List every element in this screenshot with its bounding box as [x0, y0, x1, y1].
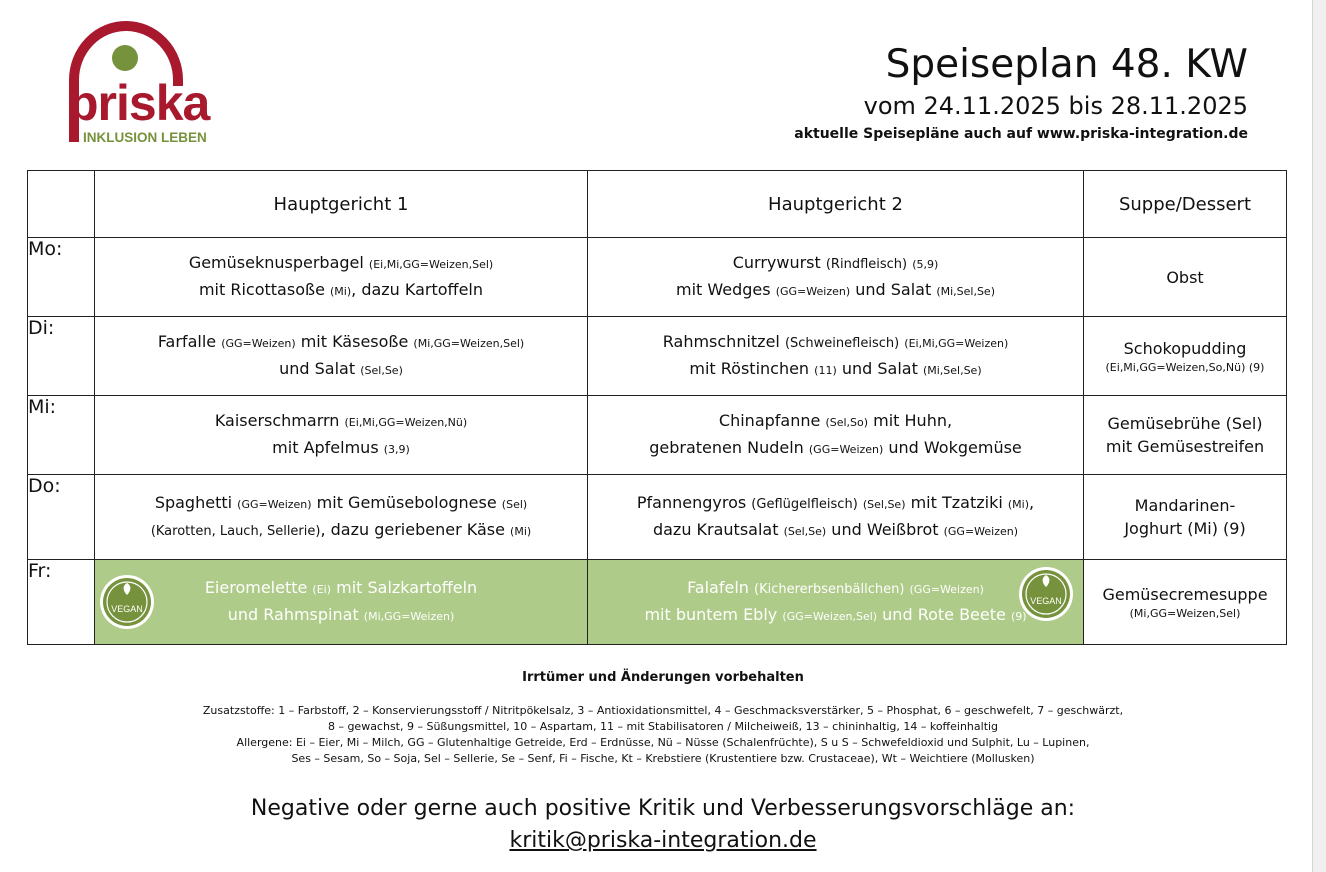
dish-text: mit Wedges [676, 280, 776, 299]
dish-text: Pfannengyros [636, 493, 752, 512]
allergen-note: (GG=Weizen) [775, 285, 851, 298]
main-dish-2 [588, 238, 1084, 317]
dish-text: , dazu Kartoffeln [351, 280, 484, 299]
additive-note: (3,9) [383, 443, 410, 456]
dish-text: und Weißbrot [826, 520, 944, 539]
page-title: Speiseplan 48. KW [885, 42, 1248, 87]
allergen-note: (Ei,Mi,GG=Weizen,Nü) [344, 416, 468, 429]
logo-tagline: INKLUSION LEBEN [83, 130, 207, 145]
column-header: Hauptgericht 1 [95, 171, 588, 238]
disclaimer: Irrtümer und Änderungen vorbehalten [522, 670, 804, 685]
additives-line: 8 – gewachst, 9 – Süßungsmittel, 10 – Aspartam, 11 – mit Stabilisatoren / Milcheiweiß, 13 – chininhaltig, 14 – koffeinhaltig [327, 720, 999, 733]
dish-text: dazu Krautsalat [652, 520, 784, 539]
main-dish-1 [95, 396, 588, 475]
additives-line: Zusatzstoffe: 1 – Farbstoff, 2 – Konservierungsstoff / Nitritpökelsalz, 3 – Antioxidationsmittel, 4 – Geschmacksverstärker, 5 – Phosphat, 6 – geschwefelt, 7 – geschwärzt, [202, 704, 1124, 717]
side-dish [1084, 560, 1287, 645]
dish-text: (Kichererbsenbällchen) [754, 582, 905, 597]
day-label: Mo: [28, 238, 95, 317]
additive-note: (11) [814, 364, 837, 377]
main-dish-1-vegan [95, 560, 588, 645]
day-label: Di: [28, 317, 95, 396]
website-note: aktuelle Speisepläne auch auf www.priska-integration.de [794, 126, 1248, 142]
dish-text: Farfalle [157, 332, 222, 351]
table-header-row [28, 171, 1287, 238]
allergen-note: (Mi,GG=Weizen) [363, 610, 455, 623]
day-row-monday [28, 238, 1287, 317]
main-dish-2-vegan [588, 560, 1084, 645]
allergen-note: (Ei,Mi,GG=Weizen,Sel) [368, 258, 494, 271]
side-text: Joghurt (Mi) (9) [1124, 519, 1246, 538]
allergen-note: (Sel,Se) [783, 525, 827, 538]
side-dish [1084, 396, 1287, 475]
dish-text: Rahmschnitzel [662, 332, 785, 351]
dish-text: , [1029, 493, 1035, 512]
allergens-line: Allergene: Ei – Eier, Mi – Milch, GG – Glutenhaltige Getreide, Erd – Erdnüsse, Nü – Nüsse (Schalenfrüchte), S u S – Schwefeldioxid und Sulphit, Lu – Lupinen, [236, 736, 1090, 749]
dish-text: mit Tzatziki [905, 493, 1008, 512]
vegan-badge-label: VEGAN [111, 604, 143, 614]
allergen-note: (Sel) [501, 498, 528, 511]
allergen-note: (Mi,Sel,Se) [922, 364, 982, 377]
side-dish [1084, 317, 1287, 396]
dish-text: mit Käsesoße [295, 332, 414, 351]
allergen-note: (Sel,Se) [360, 364, 403, 377]
allergen-note: (Mi) [510, 525, 532, 538]
allergen-note: (Sel,Se) [862, 498, 906, 511]
allergen-note: (GG=Weizen,Sel) [782, 610, 878, 623]
feedback-text: Negative oder gerne auch positive Kritik und Verbesserungsvorschläge an: [250, 796, 1076, 821]
allergen-note: (Mi,Sel,Se) [936, 285, 995, 298]
dish-text: (Schweinefleisch) [784, 336, 900, 351]
day-label: Do: [28, 475, 95, 560]
day-row-tuesday [28, 317, 1287, 396]
dish-text: Chinapfanne [718, 411, 826, 430]
side-text: mit Gemüsestreifen [1105, 437, 1265, 456]
side-text: Gemüsecremesuppe [1102, 584, 1268, 604]
dish-text: gebratenen Nudeln [649, 438, 809, 457]
column-header: Suppe/Dessert [1084, 171, 1287, 238]
vegan-badge-icon [1017, 565, 1075, 623]
dish-text: Gemüseknusperbagel [188, 253, 369, 272]
allergen-note: (GG=Weizen) [237, 498, 312, 511]
additive-note: (5,9) [912, 258, 939, 271]
dish-text: (Karotten, Lauch, Sellerie) [150, 524, 321, 539]
side-text: Schokopudding [1123, 338, 1247, 358]
feedback-section [0, 793, 1326, 857]
dish-text: und Salat [836, 359, 923, 378]
dish-text: und Rahmspinat [227, 605, 364, 624]
menu-table [27, 170, 1287, 645]
dish-text: mit Huhn, [868, 411, 953, 430]
main-dish-2 [588, 396, 1084, 475]
allergen-note: (GG=Weizen) [943, 525, 1019, 538]
main-dish-1 [95, 475, 588, 560]
allergen-note: (Mi,GG=Weizen,Sel) [413, 337, 525, 350]
side-text: Gemüsebrühe (Sel) [1107, 414, 1263, 433]
day-label: Fr: [28, 560, 95, 645]
side-text: Mandarinen- [1134, 496, 1236, 515]
main-dish-2 [588, 317, 1084, 396]
vegan-badge-label: VEGAN [1030, 596, 1062, 606]
allergen-note: (GG=Weizen) [909, 583, 984, 596]
dish-text: mit Salzkartoffeln [331, 578, 478, 597]
dish-text: , dazu geriebener Käse [320, 520, 511, 539]
side-text: Obst [1166, 267, 1204, 287]
day-row-thursday [28, 475, 1287, 560]
side-dish [1084, 475, 1287, 560]
header-corner [28, 171, 95, 238]
title-block [794, 40, 1248, 144]
dish-text: mit Röstinchen [689, 359, 815, 378]
dish-text: mit buntem Ebly [644, 605, 783, 624]
feedback-email-link[interactable]: kritik@priska-integration.de [509, 828, 817, 853]
dish-text: und Rote Beete [877, 605, 1011, 624]
date-range: vom 24.11.2025 bis 28.11.2025 [863, 92, 1248, 120]
dish-text: Falafeln [687, 578, 754, 597]
allergen-note: (Sel,So) [825, 416, 869, 429]
side-dish [1084, 238, 1287, 317]
dish-text: mit Apfelmus [272, 438, 384, 457]
vegan-badge-icon [98, 573, 156, 631]
allergen-note: (Ei,Mi,GG=Weizen) [904, 337, 1009, 350]
allergens-line: Ses – Sesam, So – Soja, Sel – Sellerie, Se – Senf, Fi – Fische, Kt – Krebstiere (Krustentiere bzw. Crustaceae), Wt – Weichtiere (Mollusken) [291, 752, 1035, 765]
dish-text: (Geflügelfleisch) [751, 497, 858, 512]
additives-allergens-legend [0, 703, 1326, 767]
dish-text: Kaiserschmarrn [214, 411, 345, 430]
dish-text: Spaghetti [154, 493, 238, 512]
day-label: Mi: [28, 396, 95, 475]
dish-text: und Salat [850, 280, 937, 299]
dish-text: Currywurst [732, 253, 826, 272]
dish-text: mit Ricottasoße [198, 280, 330, 299]
allergen-note: (Ei) [312, 583, 332, 596]
allergen-note: (Mi,GG=Weizen,Sel) [1129, 606, 1241, 620]
dish-text: (Rindfleisch) [825, 257, 908, 272]
main-dish-1 [95, 238, 588, 317]
allergen-note: (Mi) [1007, 498, 1030, 511]
day-row-wednesday [28, 396, 1287, 475]
dish-text: und Wokgemüse [883, 438, 1022, 457]
main-dish-1 [95, 317, 588, 396]
priska-logo [62, 14, 232, 150]
additive-note: (9) [1010, 610, 1027, 623]
main-dish-2 [588, 475, 1084, 560]
dish-text: mit Gemüsebolognese [311, 493, 502, 512]
dish-text: Eieromelette [204, 578, 313, 597]
dish-text: und Salat [279, 359, 361, 378]
allergen-note: (GG=Weizen) [808, 443, 884, 456]
allergen-note: (Ei,Mi,GG=Weizen,So,Nü) (9) [1105, 360, 1265, 374]
logo-wordmark: priska [68, 75, 210, 131]
column-header: Hauptgericht 2 [588, 171, 1084, 238]
day-row-friday [28, 560, 1287, 645]
allergen-note: (Mi) [330, 285, 352, 298]
allergen-note: (GG=Weizen) [221, 337, 296, 350]
